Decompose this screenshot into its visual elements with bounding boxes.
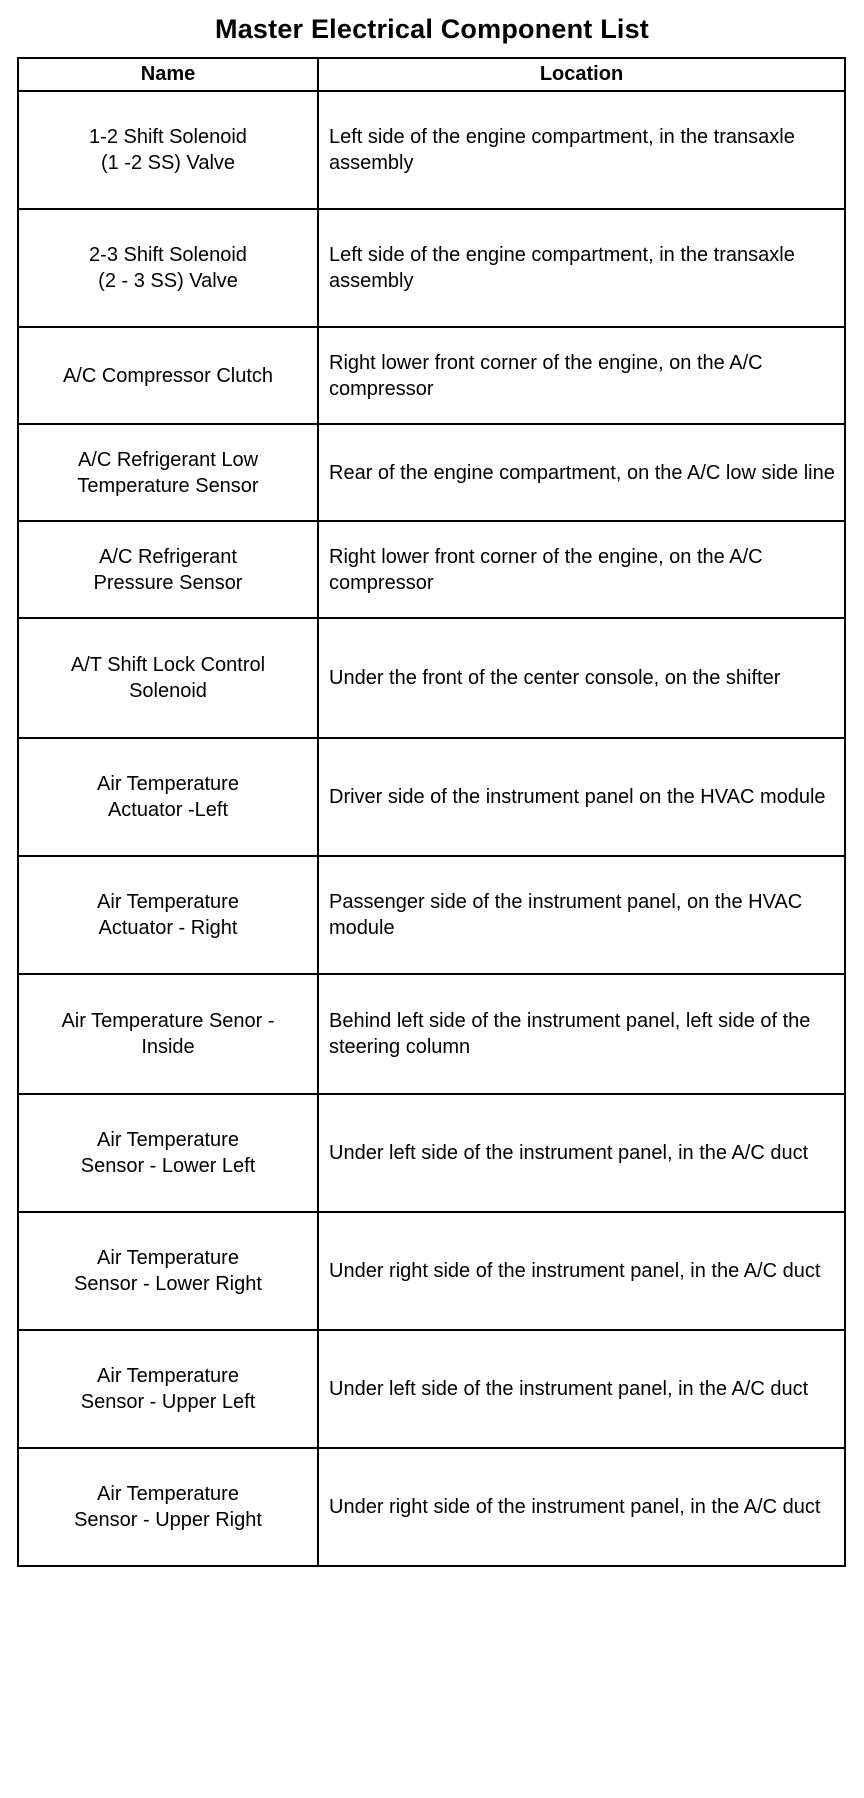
component-name-line: Air Temperature (97, 773, 239, 795)
component-name-line: Air Temperature (97, 1247, 239, 1269)
component-name (18, 1212, 318, 1330)
table-row (18, 856, 845, 974)
component-name-line: Air Temperature Senor - (61, 1010, 275, 1032)
component-name-line: Temperature Sensor (77, 474, 259, 497)
component-name-line: Sensor - Upper Left (80, 1391, 256, 1413)
table-row (18, 1094, 845, 1212)
component-name-line: Actuator - Right (98, 917, 238, 939)
table-row (18, 521, 845, 618)
component-location: Under right side of the instrument panel, in the A/C duct (318, 1212, 845, 1330)
header-row (18, 58, 845, 91)
component-location: Under left side of the instrument panel, in the A/C duct (318, 1094, 845, 1212)
component-name (18, 1094, 318, 1212)
table-row (18, 1212, 845, 1330)
component-location: Under left side of the instrument panel, in the A/C duct (318, 1330, 845, 1448)
component-name-line: Air Temperature (97, 1483, 239, 1505)
component-name-line: Sensor - Upper Right (74, 1509, 262, 1531)
component-name (18, 424, 318, 521)
component-name-line: Actuator -Left (107, 799, 229, 821)
table-row (18, 1448, 845, 1566)
component-name (18, 618, 318, 738)
table-row (18, 974, 845, 1094)
component-location: Under the front of the center console, on the shifter (318, 618, 845, 738)
table-row (18, 424, 845, 521)
component-location: Driver side of the instrument panel on the HVAC module (318, 738, 845, 856)
component-name-line: Sensor - Lower Right (74, 1273, 262, 1295)
component-name (18, 974, 318, 1094)
table-row (18, 1330, 845, 1448)
component-name-line: Inside (141, 1036, 195, 1058)
component-location: Behind left side of the instrument panel, left side of the steering column (318, 974, 845, 1094)
component-location: Under right side of the instrument panel, in the A/C duct (318, 1448, 845, 1566)
component-name-line: Air Temperature (97, 1365, 239, 1387)
component-name-line: A/C Refrigerant (99, 545, 237, 568)
column-header-name: Name (18, 58, 318, 91)
component-name-line: A/C Compressor Clutch (62, 364, 274, 387)
component-name (18, 1448, 318, 1566)
table-row (18, 91, 845, 209)
component-name (18, 1330, 318, 1448)
component-name (18, 856, 318, 974)
component-name-line: 2-3 Shift Solenoid (89, 244, 247, 266)
component-name-line: Air Temperature (97, 891, 239, 913)
component-location: Left side of the engine compartment, in the transaxle assembly (318, 209, 845, 327)
component-location: Passenger side of the instrument panel, on the HVAC module (318, 856, 845, 974)
table-row (18, 738, 845, 856)
component-name (18, 738, 318, 856)
table-row (18, 209, 845, 327)
component-name-line: Sensor - Lower Left (80, 1155, 256, 1177)
component-name-line: (2 - 3 SS) Valve (98, 270, 238, 292)
component-name-line: A/T Shift Lock Control (70, 654, 266, 676)
component-name (18, 209, 318, 327)
component-location: Right lower front corner of the engine, on the A/C compressor (318, 521, 845, 618)
component-name-line: Pressure Sensor (93, 571, 243, 594)
component-table (17, 57, 846, 1567)
component-location: Right lower front corner of the engine, on the A/C compressor (318, 327, 845, 424)
component-name (18, 91, 318, 209)
component-location: Left side of the engine compartment, in the transaxle assembly (318, 91, 845, 209)
page-title: Master Electrical Component List (215, 14, 649, 44)
component-name-line: Air Temperature (97, 1129, 239, 1151)
column-header-location: Location (318, 58, 845, 91)
component-name (18, 521, 318, 618)
component-name-line: 1-2 Shift Solenoid (89, 126, 247, 148)
component-name-line: A/C Refrigerant Low (77, 448, 259, 471)
table-row (18, 618, 845, 738)
component-name (18, 327, 318, 424)
table-row (18, 327, 845, 424)
component-name-line: (1 -2 SS) Valve (100, 152, 236, 174)
component-name-line: Solenoid (129, 680, 207, 702)
component-location: Rear of the engine compartment, on the A/C low side line (318, 424, 845, 521)
